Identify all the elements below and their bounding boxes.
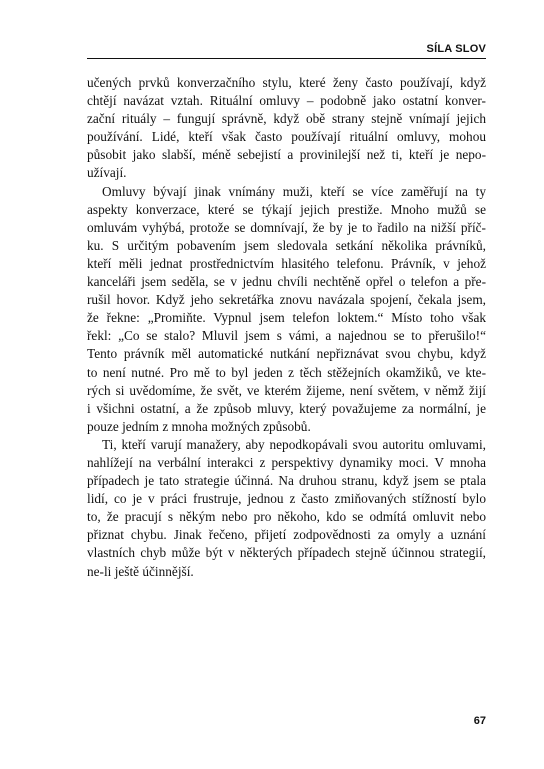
running-head-title: SÍLA SLOV xyxy=(87,42,486,59)
paragraph-3-line: to, že pracují s někým nebo pro někoho, kdo se odmítá omluvit nebo xyxy=(87,509,486,525)
paragraph-1-line: zační rituály – fungují správně, když obě strany stejně vnímají jejich xyxy=(87,111,486,127)
paragraph-1-line: učených prvků konverzačního stylu, které ženy často používají, když xyxy=(87,75,486,90)
paragraph-2-line: kteří měli jednat prostřednictvím hlasitého telefonu. Právník, v jehož xyxy=(87,255,486,271)
paragraph-2-line: pouze jedním z mnoha možných způsobů. xyxy=(87,418,311,434)
paragraph-2-line: to není nutné. Pro mě to byl jeden z těch stěžejních okamžiků, ve kte- xyxy=(87,364,486,380)
paragraph-1-line: užívají. xyxy=(87,165,127,181)
paragraph-3-line: lidí, co je v práci frustruje, jednou z často zmiňovaných stížností bylo xyxy=(87,491,486,507)
paragraph-2-line: řekl: „Co se stalo? Mluvil jsem s vámi, a najednou se to přerušilo!“ xyxy=(87,328,486,344)
paragraph-2-line: rých si uvědomíme, že svět, ve kterém žijeme, není světem, v němž žijí xyxy=(87,382,486,398)
paragraph-2-line: i všichni ostatní, a že způsob mluvy, který považujeme za normální, je xyxy=(87,400,486,416)
paragraph-2-line: omluvám vyhýbá, protože se domnívají, že by je to řadilo na nižší příč- xyxy=(87,219,486,235)
paragraph-3-line: nahlížejí na verbální interakci z perspektivy dynamiky moci. V mnoha xyxy=(87,454,486,470)
body-text xyxy=(87,74,486,581)
paragraph-3-line: případech je tato strategie účinná. Na druhou stranu, když jsem se ptala xyxy=(87,473,486,489)
paragraph-1-line: působit jako slabší, méně sebejistí a provinilejší než ti, kteří je nepo- xyxy=(87,147,486,163)
paragraph-2-line: kanceláři jsem seděla, se v jednu chvíli nechtěně opřel o telefon a pře- xyxy=(87,274,486,290)
paragraph-2-line: Tento právník měl automatické nutkání nepřiznávat svou chybu, když xyxy=(87,346,486,362)
paragraph-2-line: aspekty konverzace, které se týkají jejich prestiže. Mnoho mužů se xyxy=(87,201,486,217)
paragraph-3-line: vlastních chyb může být v některých případech stejně účinnou strategií, xyxy=(87,545,486,561)
paragraph-3-line: Ti, kteří varují manažery, aby nepodkopávali svou autoritu omluvami, xyxy=(102,436,486,452)
paragraph-2-line: rušil hovor. Když jeho sekretářka znovu navázala spojení, čekala jsem, xyxy=(87,292,486,308)
paragraph-3-line: ne-li ještě účinnější. xyxy=(87,563,194,579)
page-number: 67 xyxy=(473,715,486,727)
paragraph-2-line: že řekne: „Promiňte. Vypnul jsem telefon loktem.“ Místo toho však xyxy=(87,310,486,326)
paragraph-1-line: používání. Lidé, kteří však často používají rituální omluvy, mohou xyxy=(87,129,486,145)
paragraph-3-line: přiznat chybu. Jinak řečeno, přijetí zodpovědnosti za omyly a uznání xyxy=(87,527,486,543)
paragraph-1-line: chtějí navázat vztah. Rituální omluvy – podobně jako ostatní konver- xyxy=(87,93,486,109)
paragraph-2-line: Omluvy bývají jinak vnímány muži, kteří se více zaměřují na ty xyxy=(102,183,486,199)
paragraph-2-line: ku. S určitým pobavením jsem sledovala setkání několika právníků, xyxy=(87,237,486,253)
